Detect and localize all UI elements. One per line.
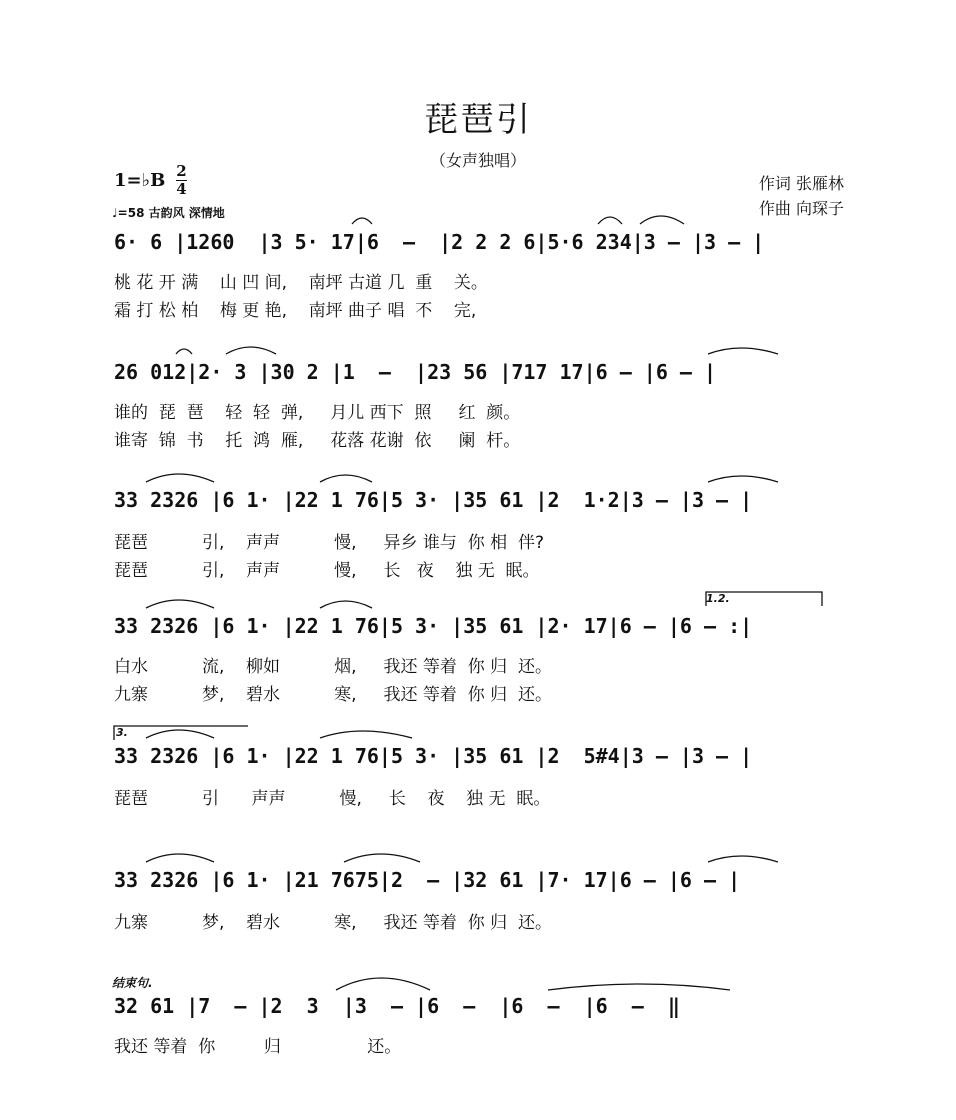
slur — [352, 218, 372, 224]
slur — [146, 730, 214, 738]
lyric-line-5: 琵琶 引 声声 慢, 长 夜 独 无 眠。 — [114, 789, 551, 809]
volta-third: 3. — [116, 726, 128, 739]
notation-line-1: 6· 6 |1260 |3 5· 17|6 – |2 2 2 6|5·6 234|3 – |3 – | — [114, 230, 765, 254]
notation-line-5: 33 2326 |6 1· |22 1 76|5 3· |35 61 |2 5#4|3 – |3 – | — [114, 744, 753, 768]
slur — [146, 854, 214, 862]
lyric-line-4-verse-2: 九寨 梦, 碧水 寒, 我还 等着 你 归 还。 — [114, 685, 552, 705]
slur — [708, 856, 778, 862]
notation-line-6: 33 2326 |6 1· |21 7675|2 – |32 61 |7· 17|6 – |6 – | — [114, 868, 741, 892]
slur — [640, 216, 684, 224]
slur — [708, 476, 778, 482]
lyric-line-3-verse-2: 琵琶 引, 声声 慢, 长 夜 独 无 眠。 — [114, 561, 540, 581]
song-title: 琵琶引 — [424, 100, 532, 140]
slur — [320, 601, 372, 608]
volta-first-second: 1.2. — [706, 592, 730, 605]
slur — [176, 349, 192, 354]
lyric-line-1-verse-2: 霜 打 松 柏 梅 更 艳, 南坪 曲子 唱 不 完, — [114, 301, 477, 321]
notation-line-2: 26 012|2· 3 |30 2 |1 – |23 56 |717 17|6 – |6 – | — [114, 360, 717, 384]
slur — [548, 984, 730, 990]
slur — [708, 348, 778, 354]
lyricist-credit: 作词 张雁林 — [758, 174, 844, 193]
time-signature-bottom: 4 — [176, 180, 187, 198]
lyric-line-1-verse-1: 桃 花 开 满 山 凹 间, 南坪 古道 几 重 关。 — [114, 273, 488, 293]
volta-bracket — [114, 726, 248, 740]
lyric-line-3-verse-1: 琵琶 引, 声声 慢, 异乡 谁与 你 相 伴? — [114, 533, 544, 553]
slur — [336, 978, 430, 990]
lyric-line-2-verse-2: 谁寄 锦 书 托 鸿 雁, 花落 花谢 依 阑 杆。 — [114, 431, 521, 451]
slur — [320, 475, 372, 482]
notation-line-3: 33 2326 |6 1· |22 1 76|5 3· |35 61 |2 1·2|3 – |3 – | — [114, 488, 753, 512]
ending-marking: 结束句. — [112, 976, 153, 990]
key-signature: 1=♭B — [114, 170, 166, 191]
time-signature-top: 2 — [176, 162, 187, 180]
lyric-line-2-verse-1: 谁的 琵 琶 轻 轻 弹, 月儿 西下 照 红 颜。 — [114, 403, 521, 423]
composer-credit: 作曲 向琛子 — [758, 199, 844, 218]
slur — [146, 600, 214, 608]
lyric-line-6: 九寨 梦, 碧水 寒, 我还 等着 你 归 还。 — [114, 913, 552, 933]
volta-bracket — [706, 592, 822, 606]
slur — [226, 347, 276, 354]
slur — [598, 217, 622, 224]
lyric-line-4-verse-1: 白水 流, 柳如 烟, 我还 等着 你 归 还。 — [114, 657, 552, 677]
lyric-line-7: 我还 等着 你 归 还。 — [114, 1037, 402, 1057]
notation-line-4: 33 2326 |6 1· |22 1 76|5 3· |35 61 |2· 17|6 – |6 – :| — [114, 614, 753, 638]
slur — [146, 474, 214, 482]
slur — [344, 854, 420, 862]
slur — [320, 731, 412, 738]
song-subtitle: （女声独唱） — [429, 151, 526, 170]
notation-line-7: 32 61 |7 – |2 3 |3 – |6 – |6 – |6 – ‖ — [114, 994, 680, 1018]
tempo-marking: ♩=58 古韵风 深情地 — [112, 206, 225, 220]
